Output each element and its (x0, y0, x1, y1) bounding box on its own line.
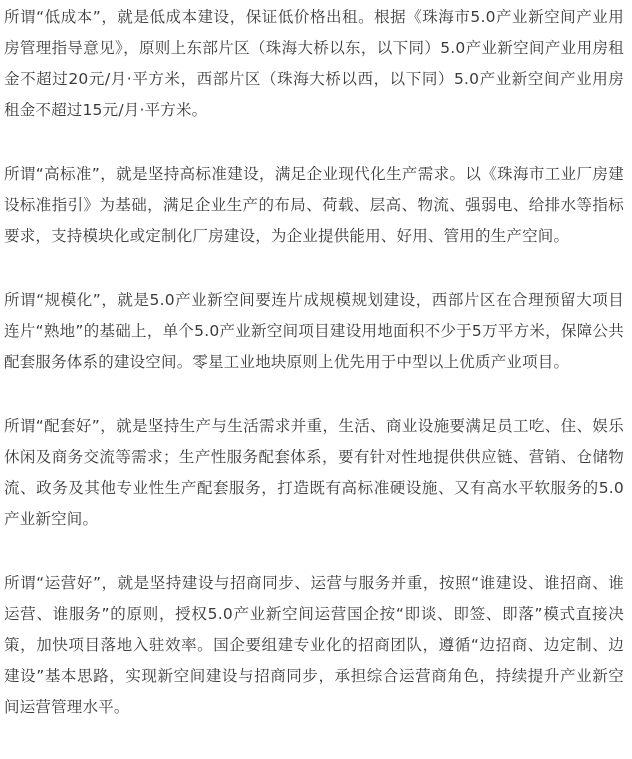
paragraph-low-cost: 所谓“低成本”，就是低成本建设，保证低价格出租。根据《珠海市5.0产业新空间产业用房管理指导意见》，原则上东部片区（珠海大桥以东，以下同）5.0产业新空间产业用房租金不超过20元/月·平方米，西部片区（珠海大桥以西，以下同）5.0产业新空间产业用房租金不超过15元/月·平方米。 (4, 8, 624, 119)
paragraph-scale: 所谓“规模化”，就是5.0产业新空间要连片成规模规划建设，西部片区在合理预留大项目连片“熟地”的基础上，单个5.0产业新空间项目建设用地面积不少于5万平方米，保障公共配套服务体系的建设空间。零星工业地块原则上优先用于中型以上优质产业项目。 (4, 291, 624, 371)
article-body (4, 0, 624, 723)
paragraph-high-standard: 所谓“高标准”，就是坚持高标准建设，满足企业现代化生产需求。以《珠海市工业厂房建设标准指引》为基础，满足企业生产的布局、荷载、层高、物流、强弱电、给排水等指标要求，支持模块化或定制化厂房建设，为企业提供能用、好用、管用的生产空间。 (4, 165, 624, 245)
paragraph-operations: 所谓“运营好”，就是坚持建设与招商同步、运营与服务并重，按照“谁建设、谁招商、谁运营、谁服务”的原则，授权5.0产业新空间运营国企按“即谈、即签、即落”模式直接决策，加快项目落地入驻效率。国企要组建专业化的招商团队，遵循“边招商、边定制、边建设”基本思路，实现新空间建设与招商同步，承担综合运营商角色，持续提升产业新空间运营管理水平。 (4, 574, 624, 716)
paragraph-supporting-facilities: 所谓“配套好”，就是坚持生产与生活需求并重，生活、商业设施要满足员工吃、住、娱乐休闲及商务交流等需求；生产性服务配套体系，要有针对性地提供供应链、营销、仓储物流、政务及其他专业性生产配套服务，打造既有高标准硬设施、又有高水平软服务的5.0产业新空间。 (4, 417, 624, 528)
